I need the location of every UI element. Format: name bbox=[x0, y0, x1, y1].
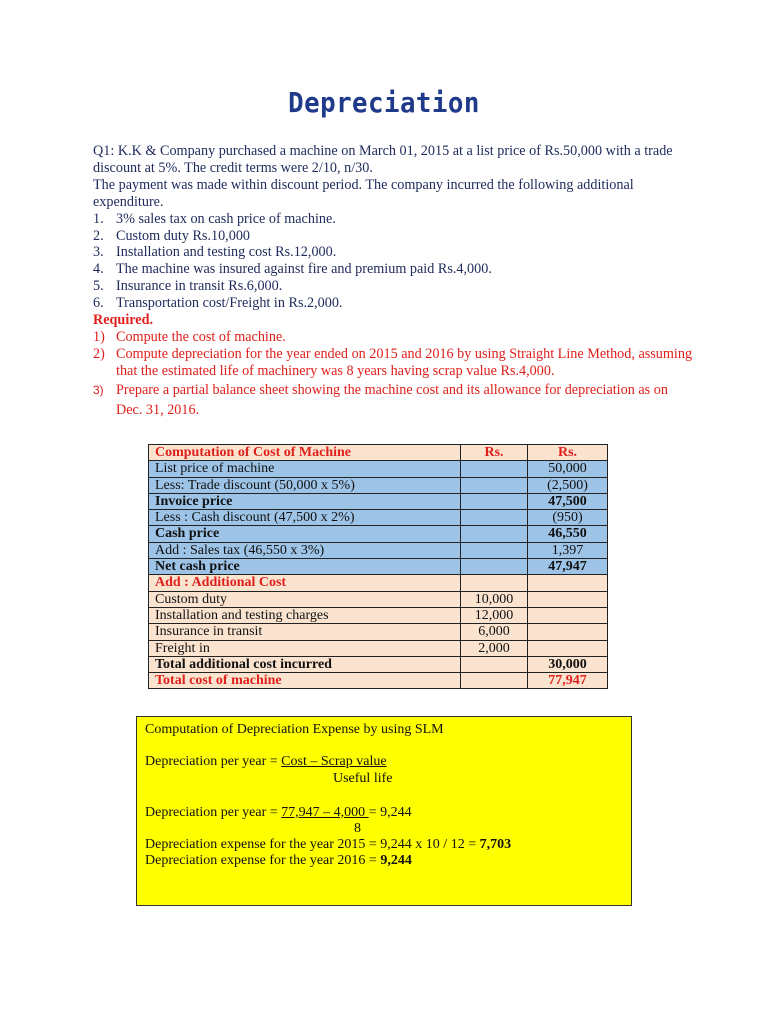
table-row: Total additional cost incurred 30,000 bbox=[149, 656, 608, 672]
list-item: 6. Transportation cost/Freight in Rs.2,000. bbox=[93, 295, 343, 312]
table-row: Less: Trade discount (50,000 x 5%) (2,500) bbox=[149, 477, 608, 493]
table-row: Insurance in transit 6,000 bbox=[149, 624, 608, 640]
required-item: 3) Prepare a partial balance sheet showing the machine cost and its allowance for depreciation as on Dec. 31, 2016. bbox=[93, 381, 668, 418]
slm-expense-2015: Depreciation expense for the year 2015 = 9,244 x 10 / 12 = 7,703 bbox=[145, 837, 512, 852]
table-row: Cash price 46,550 bbox=[149, 526, 608, 542]
list-item: 4. The machine was insured against fire and premium paid Rs.4,000. bbox=[93, 261, 492, 278]
slm-formula: Depreciation per year = Cost – Scrap value bbox=[145, 754, 387, 769]
page-title: Depreciation bbox=[288, 86, 480, 119]
slm-expense-2016: Depreciation expense for the year 2016 = 9,244 bbox=[145, 853, 412, 868]
slm-computation-box bbox=[136, 716, 632, 906]
table-row: Freight in 2,000 bbox=[149, 640, 608, 656]
slm-title: Computation of Depreciation Expense by using SLM bbox=[145, 722, 444, 737]
table-row: Net cash price 47,947 bbox=[149, 559, 608, 575]
slm-formula-denominator: Useful life bbox=[333, 771, 393, 786]
table-row: Invoice price 47,500 bbox=[149, 493, 608, 509]
list-item: 1. 3% sales tax on cash price of machine. bbox=[93, 210, 336, 227]
required-item: 2) Compute depreciation for the year ended on 2015 and 2016 by using Straight Line Method, assuming that the estimated life of machinery was 8 years having scrap value Rs.4,000. bbox=[93, 345, 693, 379]
table-row: List price of machine 50,000 bbox=[149, 461, 608, 477]
table-row: Add : Additional Cost bbox=[149, 575, 608, 591]
list-item: 5. Insurance in transit Rs.6,000. bbox=[93, 278, 283, 295]
table-row: Less : Cash discount (47,500 x 2%) (950) bbox=[149, 510, 608, 526]
question-intro-1: Q1: K.K & Company purchased a machine on March 01, 2015 at a list price of Rs.50,000 with a trade discount at 5%. The credit terms were 2/10, n/30. bbox=[93, 143, 673, 176]
table-header-row: Computation of Cost of Machine Rs. Rs. bbox=[149, 445, 608, 461]
slm-calculation-denominator: 8 bbox=[354, 821, 361, 836]
cost-of-machine-table bbox=[148, 444, 608, 689]
question-text bbox=[93, 143, 693, 420]
question-intro-2: The payment was made within discount period. The company incurred the following additional expenditure. bbox=[93, 176, 634, 210]
list-item: 3. Installation and testing cost Rs.12,000. bbox=[93, 244, 337, 261]
required-heading: Required. bbox=[93, 312, 154, 329]
required-item: 1) Compute the cost of machine. bbox=[93, 328, 286, 345]
list-item: 2. Custom duty Rs.10,000 bbox=[93, 227, 251, 244]
table-row: Custom duty 10,000 bbox=[149, 591, 608, 607]
table-row: Add : Sales tax (46,550 x 3%) 1,397 bbox=[149, 542, 608, 558]
table-row: Installation and testing charges 12,000 bbox=[149, 607, 608, 623]
table-row: Total cost of machine 77,947 bbox=[149, 673, 608, 689]
slm-calculation: Depreciation per year = 77,947 – 4,000 = 9,244 bbox=[145, 805, 412, 820]
